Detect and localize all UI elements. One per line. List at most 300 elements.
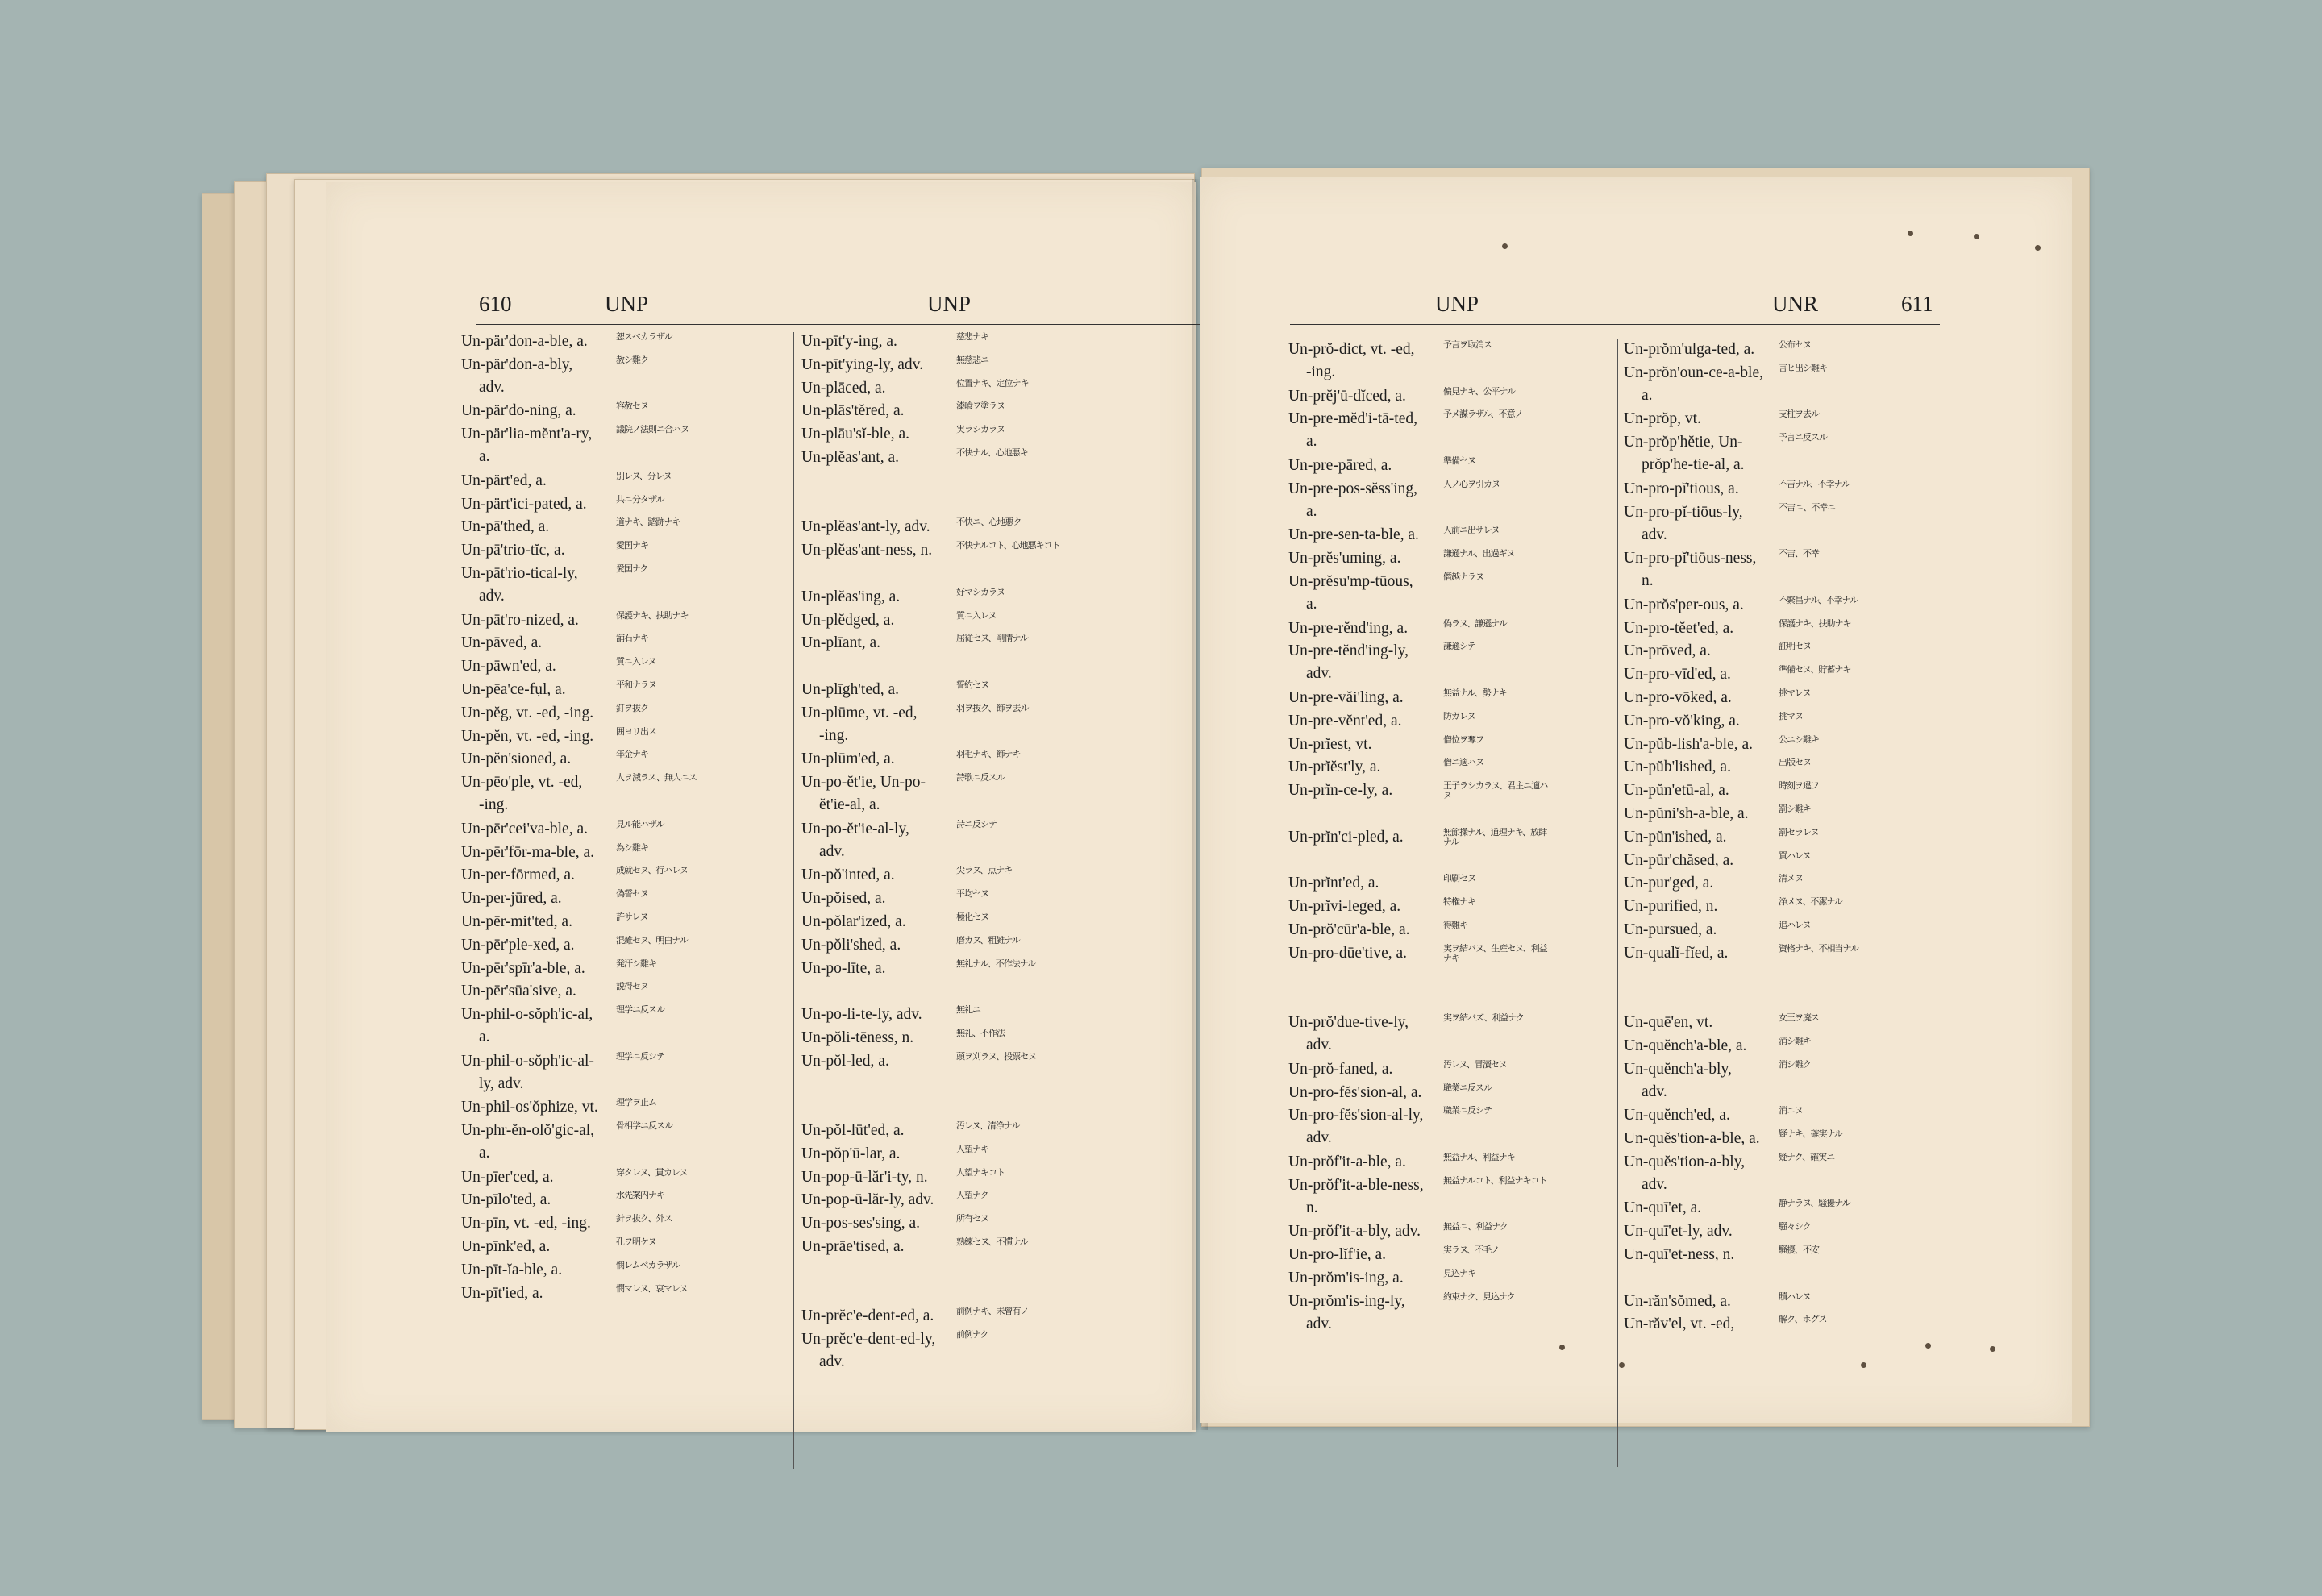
entry-headword: Un-prōved, a.	[1624, 642, 1711, 660]
entry-headword: Un-pre-văi'ling, a.	[1288, 688, 1404, 706]
dictionary-entry	[801, 400, 1140, 423]
entry-japanese-gloss: 不吉ニ、不幸ニ	[1779, 502, 1836, 513]
entry-headword: Un-per-jūred, a.	[461, 890, 562, 908]
entry-headword: Un-prāe'tised, a.	[801, 1238, 905, 1256]
entry-japanese-gloss: 発汗シ難キ	[616, 958, 656, 969]
dictionary-entry	[1288, 1012, 1627, 1058]
entry-headword: Un-prĕsu'mp-tūous,	[1288, 572, 1413, 590]
entry-japanese-gloss: 騒擾、不安	[1779, 1245, 1819, 1256]
entry-headword: Un-prŏf'it-a-ble, a.	[1288, 1153, 1406, 1170]
entry-japanese-gloss: 準備セヌ	[1443, 455, 1475, 466]
entry-japanese-gloss: 証明セヌ	[1779, 642, 1811, 652]
entry-headword: Un-pre-vĕnt'ed, a.	[1288, 712, 1402, 729]
dictionary-entry	[1288, 640, 1627, 687]
entry-headword: Un-pŏp'ū-lar, a.	[801, 1145, 901, 1162]
dictionary-entry	[1288, 455, 1627, 478]
entry-headword: Un-purified, n.	[1624, 898, 1718, 916]
entry-headword: Un-pŏised, a.	[801, 890, 886, 908]
right-header-guide-left: UNP	[1435, 292, 1479, 316]
entry-headword: Un-plĕas'ing, a.	[801, 588, 901, 605]
entry-japanese-gloss: 謙遜ナル、出過ギヌ	[1443, 549, 1515, 559]
entry-headword-continuation: a.	[479, 1145, 490, 1162]
entry-headword: Un-pūr'chăsed, a.	[1624, 851, 1734, 869]
entry-headword: Un-pro-dūe'tive, a.	[1288, 944, 1408, 962]
entry-headword: Un-pīt'ied, a.	[461, 1284, 543, 1302]
entry-japanese-gloss: 漆喰ヲ塗ラヌ	[956, 401, 1005, 412]
right-column-1	[1288, 339, 1627, 1336]
left-header-guide-right: UNP	[927, 292, 972, 316]
entry-japanese-gloss: 僧位ヲ奪フ	[1443, 734, 1484, 745]
dictionary-entry	[801, 864, 1140, 887]
entry-headword: Un-pā'trio-tĭc, a.	[461, 542, 565, 559]
entry-headword: Un-pāt'rio-tical-ly,	[461, 564, 578, 582]
dictionary-entry	[801, 958, 1140, 1004]
entry-japanese-gloss: 謙遜シテ	[1443, 642, 1475, 652]
dictionary-entry	[1624, 942, 1962, 1012]
dictionary-entry	[1624, 1012, 1962, 1035]
dictionary-entry	[801, 1166, 1140, 1190]
entry-japanese-gloss: 特権ナキ	[1443, 897, 1475, 908]
entry-headword: Un-plūme, vt. -ed,	[801, 704, 918, 721]
entry-japanese-gloss: 罰セラレヌ	[1779, 827, 1819, 837]
dictionary-entry	[1624, 1128, 1962, 1151]
entry-japanese-gloss: 時刻ヲ違フ	[1779, 781, 1819, 792]
entry-headword: Un-pīt-ĭa-ble, a.	[461, 1261, 563, 1278]
entry-japanese-gloss: 道ナキ、踏跡ナキ	[616, 517, 680, 528]
dictionary-entry	[461, 1282, 800, 1306]
entry-japanese-gloss: 女王ヲ廃ス	[1779, 1013, 1819, 1024]
dictionary-entry	[801, 586, 1140, 609]
entry-headword: Un-prĕs'uming, a.	[1288, 550, 1401, 567]
dictionary-entry	[801, 748, 1140, 771]
entry-japanese-gloss: 年金ナキ	[616, 750, 648, 760]
entry-japanese-gloss: 予言ヲ取消ス	[1443, 340, 1492, 350]
dictionary-entry	[1288, 1082, 1627, 1105]
entry-japanese-gloss: 職業ニ反スル	[1443, 1083, 1492, 1093]
entry-japanese-gloss: 職業ニ反シテ	[1443, 1106, 1492, 1116]
dictionary-entry	[801, 1236, 1140, 1305]
dictionary-entry	[1624, 1151, 1962, 1198]
entry-headword-continuation: a.	[479, 448, 490, 466]
dictionary-entry	[1624, 663, 1962, 687]
entry-headword: Un-pro-pĭ'tious, a.	[1624, 480, 1739, 497]
entry-headword: Un-quī'et-ly, adv.	[1624, 1223, 1733, 1241]
dictionary-entry	[461, 609, 800, 633]
dictionary-entry	[1288, 339, 1627, 385]
entry-japanese-gloss: 理学ヲ止ム	[616, 1098, 656, 1108]
entry-headword: Un-quĕs'tion-a-bly,	[1624, 1153, 1746, 1170]
entry-headword: Un-prŏp'hĕtie, Un-	[1624, 434, 1743, 451]
entry-headword: Un-pärt'ici-pated, a.	[461, 495, 587, 513]
entry-headword: Un-pre-tĕnd'ing-ly,	[1288, 642, 1409, 660]
entry-japanese-gloss: 無礼ニ	[956, 1005, 980, 1016]
entry-japanese-gloss: 不快ニ、心地悪ク	[956, 517, 1022, 528]
entry-japanese-gloss: 僭越ナラヌ	[1443, 571, 1484, 582]
entry-headword: Un-pēa'ce-fụl, a.	[461, 680, 566, 698]
dictionary-entry	[1288, 1174, 1627, 1221]
dictionary-entry	[461, 679, 800, 702]
entry-japanese-gloss: 無礼ナル、不作法ナル	[956, 958, 1036, 969]
dictionary-entry	[801, 1120, 1140, 1143]
paper-spot	[1925, 1343, 1931, 1349]
dictionary-entry	[461, 354, 800, 401]
dictionary-entry	[1624, 919, 1962, 942]
dictionary-entry	[461, 493, 800, 517]
dictionary-entry	[461, 818, 800, 842]
entry-japanese-gloss: 公ニシ難キ	[1779, 734, 1819, 745]
dictionary-entry	[1288, 734, 1627, 757]
entry-headword-continuation: adv.	[1306, 665, 1332, 683]
dictionary-entry	[801, 516, 1140, 539]
entry-japanese-gloss: 偏見ナキ、公平ナル	[1443, 386, 1516, 397]
dictionary-entry	[461, 516, 800, 539]
entry-japanese-gloss: 消シ難ク	[1779, 1059, 1811, 1070]
entry-headword: Un-pēo'ple, vt. -ed,	[461, 774, 583, 792]
dictionary-entry	[1624, 617, 1962, 641]
entry-headword: Un-pre-pāred, a.	[1288, 456, 1392, 474]
dictionary-entry	[1624, 640, 1962, 663]
dictionary-entry	[801, 1050, 1140, 1120]
paper-spot	[1908, 231, 1913, 236]
dictionary-entry	[461, 655, 800, 679]
entry-japanese-gloss: 詩歌ニ反スル	[956, 773, 1005, 783]
dictionary-entry	[1624, 803, 1962, 826]
dictionary-entry	[461, 1236, 800, 1259]
entry-japanese-gloss: 保護ナキ、扶助ナキ	[1779, 618, 1851, 629]
entry-headword: Un-prŏm'is-ing, a.	[1288, 1269, 1404, 1286]
entry-headword: Un-plūm'ed, a.	[801, 750, 895, 768]
paper-spot	[1559, 1345, 1565, 1350]
entry-headword: Un-pēr'spīr'a-ble, a.	[461, 959, 585, 977]
entry-japanese-gloss: 汚レヌ、冒瀆セヌ	[1443, 1059, 1507, 1070]
entry-headword-continuation: prŏp'he-tie-al, a.	[1642, 456, 1745, 474]
dictionary-entry	[461, 1189, 800, 1212]
entry-japanese-gloss: 浄メヌ、不潔ナル	[1779, 897, 1842, 908]
entry-japanese-gloss: 実ヲ結バヌ、生産セヌ、利益ナキ	[1443, 943, 1547, 963]
dictionary-entry	[461, 980, 800, 1004]
entry-headword: Un-pĕn, vt. -ed, -ing.	[461, 727, 594, 745]
entry-japanese-gloss: 水先案内ナキ	[616, 1191, 664, 1201]
dictionary-entry	[1288, 687, 1627, 710]
dictionary-entry	[1288, 826, 1627, 873]
entry-headword: Un-prŏ'cūr'a-ble, a.	[1288, 921, 1410, 938]
entry-japanese-gloss: 実ラヌ、不毛ノ	[1443, 1245, 1500, 1256]
dictionary-entry	[1624, 594, 1962, 617]
left-column-divider	[793, 332, 794, 1469]
entry-headword: Un-pīnk'ed, a.	[461, 1238, 551, 1256]
entry-headword: Un-pro-vōked, a.	[1624, 688, 1732, 706]
dictionary-entry	[461, 1004, 800, 1050]
entry-japanese-gloss: 静ナラヌ、騒擾ナル	[1779, 1199, 1850, 1209]
dictionary-entry	[1288, 524, 1627, 547]
dictionary-entry	[801, 818, 1140, 865]
entry-japanese-gloss: 羽毛ナキ、飾ナキ	[956, 750, 1021, 760]
entry-japanese-gloss: 慈悲ナキ	[956, 332, 988, 342]
entry-headword: Un-pēr'cei'va-ble, a.	[461, 820, 588, 837]
entry-japanese-gloss: 無益ナルコト、利益ナキコト	[1443, 1175, 1547, 1186]
entry-japanese-gloss: 保護ナキ、扶助ナキ	[616, 610, 689, 621]
dictionary-entry	[1624, 826, 1962, 850]
entry-headword: Un-pär'lia-mĕnt'a-ry,	[461, 426, 593, 443]
entry-japanese-gloss: 所有セヌ	[956, 1214, 988, 1224]
dictionary-entry	[1288, 408, 1627, 455]
dictionary-entry	[1288, 1244, 1627, 1267]
entry-japanese-gloss: 不吉ナル、不幸ナル	[1779, 479, 1850, 489]
entry-japanese-gloss: 追ハレヌ	[1779, 920, 1811, 930]
paper-spot	[1861, 1362, 1866, 1368]
dictionary-entry	[801, 679, 1140, 702]
dictionary-entry	[1624, 1035, 1962, 1058]
entry-japanese-gloss: 清メヌ	[1779, 874, 1803, 884]
entry-headword: Un-pos-ses'sing, a.	[801, 1215, 921, 1232]
dictionary-entry	[1624, 850, 1962, 873]
entry-japanese-gloss: 詩ニ反シテ	[956, 819, 997, 829]
entry-japanese-gloss: 位置ナキ、定位ナキ	[956, 378, 1029, 389]
left-page-header	[476, 292, 1269, 326]
dictionary-entry	[461, 539, 800, 563]
entry-japanese-gloss: 疑ナク、確実ニ	[1779, 1152, 1835, 1162]
entry-headword-continuation: a.	[1306, 595, 1317, 613]
entry-japanese-gloss: 実ラシカラヌ	[956, 425, 1005, 435]
entry-headword: Un-quĕnch'a-bly,	[1624, 1060, 1732, 1078]
entry-headword: Un-pīer'ced, a.	[461, 1168, 554, 1186]
dictionary-entry	[1624, 687, 1962, 710]
entry-japanese-gloss: 見込ナキ	[1443, 1268, 1475, 1278]
entry-japanese-gloss: 騒々シク	[1779, 1222, 1811, 1232]
dictionary-entry	[1288, 710, 1627, 734]
entry-headword: Un-prĭvi-leged, a.	[1288, 898, 1401, 916]
entry-japanese-gloss: 出版セヌ	[1779, 758, 1811, 768]
dictionary-entry	[801, 354, 1140, 377]
entry-headword: Un-po-ĕt'ie-al-ly,	[801, 820, 909, 837]
entry-headword: Un-pursued, a.	[1624, 921, 1717, 938]
entry-japanese-gloss: 贖ハレヌ	[1779, 1291, 1811, 1302]
entry-japanese-gloss: 支柱ヲ去ル	[1779, 409, 1819, 420]
left-page	[326, 182, 1196, 1432]
dictionary-entry	[461, 330, 800, 354]
entry-headword: Un-pāwn'ed, a.	[461, 658, 556, 675]
dictionary-entry	[801, 1027, 1140, 1050]
entry-japanese-gloss: 消エヌ	[1779, 1106, 1803, 1116]
dictionary-entry	[1624, 896, 1962, 919]
paper-spot	[1619, 1362, 1625, 1368]
paper-spot	[2035, 245, 2041, 251]
dictionary-entry	[1624, 872, 1962, 896]
dictionary-entry	[461, 632, 800, 655]
entry-japanese-gloss: 解ク、ホグス	[1779, 1315, 1827, 1325]
entry-headword: Un-phr-ĕn-olŏ'gic-al,	[461, 1122, 595, 1140]
entry-headword: Un-plīant, a.	[801, 634, 881, 652]
dictionary-entry	[461, 702, 800, 725]
entry-headword: Un-pēr'sūa'sive, a.	[461, 983, 576, 1000]
entry-headword-continuation: adv.	[479, 378, 505, 396]
entry-japanese-gloss: 偽ラヌ、謙遜ナル	[1443, 618, 1507, 629]
right-page-number: 611	[1901, 292, 1933, 316]
dictionary-entry	[801, 1143, 1140, 1166]
entry-headword-continuation: a.	[1306, 502, 1317, 520]
entry-japanese-gloss: 成就セヌ、行ハレヌ	[616, 866, 688, 876]
entry-japanese-gloss: 見ル能ハザル	[616, 819, 664, 829]
entry-japanese-gloss: 得難キ	[1443, 920, 1467, 930]
entry-headword: Un-quĕnch'ed, a.	[1624, 1107, 1730, 1124]
dictionary-entry	[801, 1189, 1140, 1212]
entry-headword: Un-pŏ'inted, a.	[801, 867, 895, 884]
dictionary-entry	[1624, 431, 1962, 478]
dictionary-entry	[1624, 408, 1962, 431]
entry-headword: Un-pā'thed, a.	[461, 518, 550, 536]
dictionary-entry	[1288, 779, 1627, 826]
dictionary-entry	[461, 470, 800, 493]
entry-headword: Un-pĕg, vt. -ed, -ing.	[461, 704, 594, 721]
dictionary-entry	[1288, 896, 1627, 919]
paper-spot	[1974, 234, 1979, 239]
dictionary-entry	[1288, 1104, 1627, 1151]
entry-headword: Un-pŏli-tēness, n.	[801, 1029, 914, 1046]
dictionary-entry	[1288, 1291, 1627, 1337]
entry-japanese-gloss: 消シ難キ	[1779, 1036, 1811, 1046]
entry-japanese-gloss: 好マシカラヌ	[956, 587, 1005, 597]
entry-japanese-gloss: 共ニ分タザル	[616, 494, 664, 505]
entry-japanese-gloss: 実ヲ結バズ、利益ナク	[1443, 1013, 1524, 1024]
entry-japanese-gloss: 前例ナキ、未曾有ノ	[956, 1307, 1029, 1317]
entry-headword: Un-pŭb'lished, a.	[1624, 759, 1731, 776]
entry-japanese-gloss: 人望ナク	[956, 1191, 988, 1201]
entry-japanese-gloss: 買ハレヌ	[1779, 850, 1811, 861]
entry-japanese-gloss: 無益ナル、利益ナキ	[1443, 1152, 1515, 1162]
entry-headword: Un-quĕs'tion-a-ble, a.	[1624, 1130, 1760, 1148]
entry-headword: Un-plĕas'ant-ness, n.	[801, 542, 933, 559]
entry-headword: Un-pro-lĭf'ie, a.	[1288, 1246, 1387, 1264]
entry-japanese-gloss: 約束ナク、見込ナク	[1443, 1291, 1515, 1302]
entry-headword: Un-pär'do-ning, a.	[461, 402, 576, 420]
entry-japanese-gloss: 理学ニ反スル	[616, 1005, 664, 1016]
entry-headword-continuation: -ing.	[1306, 364, 1336, 380]
entry-headword: Un-pär'don-a-bly,	[461, 355, 573, 373]
entry-headword: Un-plĕas'ant-ly, adv.	[801, 518, 930, 536]
entry-japanese-gloss: 人前ニ出サレヌ	[1443, 526, 1500, 536]
entry-japanese-gloss: 言ヒ出シ難キ	[1779, 363, 1827, 373]
dictionary-entry	[801, 702, 1140, 749]
entry-headword-continuation: adv.	[1642, 1083, 1667, 1100]
entry-headword: Un-pro-pĭ-tiōus-ly,	[1624, 503, 1743, 521]
entry-japanese-gloss: 骨相学ニ反スル	[616, 1121, 672, 1132]
entry-headword-continuation: adv.	[479, 587, 505, 605]
dictionary-entry	[461, 771, 800, 818]
entry-headword: Un-prĭest, vt.	[1288, 735, 1372, 753]
entry-headword: Un-prŏ-faned, a.	[1288, 1060, 1393, 1078]
dictionary-entry	[801, 330, 1140, 354]
dictionary-entry	[1624, 756, 1962, 779]
entry-japanese-gloss: 罰シ難キ	[1779, 804, 1811, 814]
entry-headword: Un-prĭn-ce-ly, a.	[1288, 782, 1393, 800]
dictionary-entry	[801, 911, 1140, 934]
dictionary-entry	[801, 1328, 1140, 1375]
entry-headword-continuation: n.	[1642, 572, 1654, 590]
dictionary-entry	[461, 1212, 800, 1236]
entry-headword: Un-prŏs'per-ous, a.	[1624, 596, 1744, 613]
entry-japanese-gloss: 不繁昌ナル、不幸ナル	[1779, 595, 1858, 605]
dictionary-entry	[461, 1096, 800, 1120]
entry-headword: Un-pīt'y-ing, a.	[801, 333, 897, 350]
entry-headword: Un-prĭnt'ed, a.	[1288, 875, 1379, 892]
entry-japanese-gloss: 無益ニ、利益ナク	[1443, 1222, 1508, 1232]
entry-headword-continuation: a.	[1306, 433, 1317, 451]
entry-japanese-gloss: 挑マヌ	[1779, 711, 1803, 721]
dictionary-entry	[801, 447, 1140, 516]
entry-headword: Un-răn'sŏmed, a.	[1624, 1292, 1731, 1310]
dictionary-entry	[1288, 919, 1627, 942]
dictionary-entry	[461, 842, 800, 865]
entry-japanese-gloss: 不吉、不幸	[1779, 549, 1819, 559]
entry-headword: Un-pro-vīd'ed, a.	[1624, 666, 1731, 684]
entry-japanese-gloss: 人ヲ減ラス、無人ニス	[616, 773, 697, 783]
entry-headword: Un-prĕc'e-dent-ed-ly,	[801, 1331, 936, 1349]
entry-japanese-gloss: 不快ナルコト、心地悪キコト	[956, 541, 1060, 551]
entry-headword: Un-prŏm'is-ing-ly,	[1288, 1292, 1405, 1310]
dictionary-entry	[461, 423, 800, 470]
entry-japanese-gloss: 磨カヌ、粗雑ナル	[956, 935, 1020, 946]
entry-headword: Un-pīn, vt. -ed, -ing.	[461, 1215, 591, 1232]
entry-headword: Un-prŏf'it-a-ble-ness,	[1288, 1176, 1424, 1194]
dictionary-entry	[1288, 756, 1627, 779]
entry-japanese-gloss: 愛国ナク	[616, 563, 648, 574]
dictionary-entry	[801, 1004, 1140, 1027]
entry-japanese-gloss: 資格ナキ、不相当ナル	[1779, 943, 1859, 954]
right-header-guide-right: UNR	[1772, 292, 1819, 316]
entry-japanese-gloss: 平和ナラヌ	[616, 680, 656, 690]
entry-headword: Un-pro-fĕs'sion-al, a.	[1288, 1083, 1422, 1101]
entry-headword: Un-plĕas'ant, a.	[801, 448, 900, 466]
entry-headword: Un-phil-o-sŏph'ic-al-	[461, 1052, 594, 1070]
entry-headword: Un-pŏlar'ized, a.	[801, 912, 906, 930]
dictionary-entry	[1624, 734, 1962, 757]
right-page-header	[1290, 292, 1940, 326]
dictionary-entry	[1288, 1267, 1627, 1291]
entry-headword: Un-po-līte, a.	[801, 959, 886, 977]
entry-headword: Un-prŏm'ulga-ted, a.	[1624, 341, 1755, 358]
dictionary-entry	[1624, 478, 1962, 501]
dictionary-entry	[461, 887, 800, 911]
entry-headword-continuation: ly, adv.	[479, 1074, 524, 1092]
entry-headword: Un-plāu'sĭ-ble, a.	[801, 426, 910, 443]
entry-headword-continuation: adv.	[1642, 1175, 1667, 1193]
dictionary-entry	[1288, 1220, 1627, 1244]
entry-headword: Un-quī'et-ness, n.	[1624, 1246, 1735, 1264]
entry-headword-continuation: ĕt'ie-al, a.	[819, 796, 880, 814]
entry-japanese-gloss: 人ノ心ヲ引カヌ	[1443, 479, 1500, 489]
entry-japanese-gloss: 別レヌ、分レヌ	[616, 471, 672, 481]
dictionary-entry	[1288, 385, 1627, 409]
entry-japanese-gloss: 前例ナク	[956, 1330, 988, 1340]
entry-japanese-gloss: 無慈悲ニ	[956, 355, 988, 365]
entry-headword: Un-phil-os'ŏphize, vt.	[461, 1099, 598, 1116]
entry-japanese-gloss: 無節操ナル、道理ナキ、放肆ナル	[1443, 827, 1547, 847]
dictionary-entry	[461, 958, 800, 981]
entry-japanese-gloss: 憫レムベカラザル	[616, 1260, 680, 1270]
dictionary-entry	[801, 771, 1140, 818]
entry-japanese-gloss: 疑ナキ、確実ナル	[1779, 1129, 1843, 1140]
entry-headword-continuation: -ing.	[819, 726, 849, 744]
entry-headword-continuation: n.	[1306, 1199, 1318, 1216]
entry-japanese-gloss: 王子ラシカラヌ、君主ニ適ハヌ	[1443, 781, 1548, 801]
entry-headword: Un-pär'don-a-ble, a.	[461, 333, 588, 350]
dictionary-entry	[1288, 478, 1627, 525]
entry-japanese-gloss: 穿タレヌ、貫カレヌ	[616, 1167, 688, 1178]
dictionary-entry	[801, 1305, 1140, 1328]
entry-japanese-gloss: 予言ニ反スル	[1779, 433, 1827, 443]
entry-headword: Un-plās'tĕred, a.	[801, 402, 905, 420]
entry-headword: Un-pēr'fōr-ma-ble, a.	[461, 843, 594, 861]
